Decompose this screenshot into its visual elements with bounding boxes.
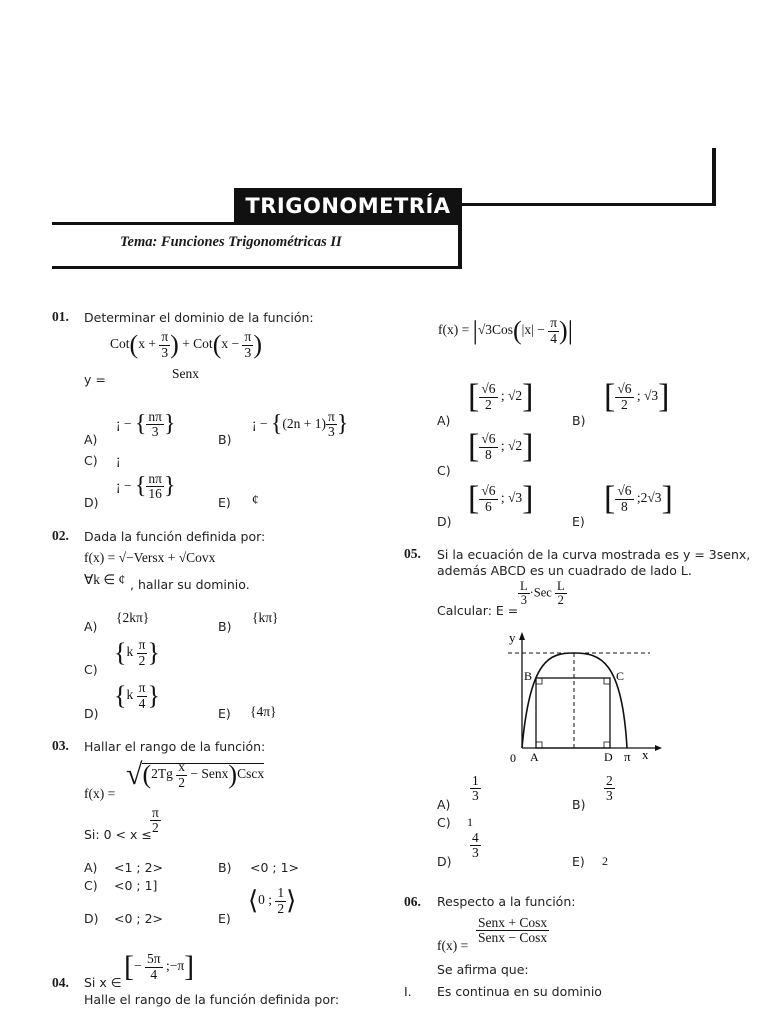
question-text: Determinar el dominio de la función: (84, 310, 314, 325)
page-subtitle: Tema: Funciones Trigonométricas II (120, 234, 342, 250)
point-c-label: C (616, 669, 625, 683)
question-number: 06. (404, 894, 421, 909)
question-text: Si x ∈ (84, 975, 122, 990)
question-number: 01. (52, 309, 69, 324)
option-a-value: <1 ; 2> (114, 860, 164, 875)
calc-label: Calcular: E = (437, 603, 519, 618)
option-label: B) (218, 619, 232, 634)
header-rule-vertical (712, 148, 716, 206)
option-label: E) (218, 706, 231, 721)
option-label: A) (437, 797, 451, 812)
right-angle-mark (604, 742, 610, 748)
option-label: A) (84, 860, 98, 875)
option-label: B) (572, 413, 586, 428)
option-b-value: $\frac{2}{3}$ (606, 773, 613, 804)
option-d-value: <0 ; 2> (114, 911, 164, 926)
option-label: C) (437, 463, 451, 478)
option-label: C) (84, 453, 98, 468)
option-label: B) (218, 432, 232, 447)
option-e-value: 2 (602, 854, 608, 868)
formula: Cot(x + $\frac{\pi}{3}$ ) + Cot(x − $\frac{\pi}{3}$ ) (110, 329, 262, 360)
option-e-value: [ $\frac{√6}{8}$ ;2√3] (604, 480, 673, 517)
denominator: Senx − Cosx (478, 930, 548, 946)
option-label: E) (218, 495, 231, 510)
option-d-value: ¡ − { $\frac{n\pi}{16}$ } (116, 471, 176, 502)
question-number: 03. (52, 738, 69, 753)
option-label: E) (218, 911, 231, 926)
condition: Si: 0 < x ≤ (84, 827, 152, 842)
right-angle-mark (536, 742, 542, 748)
option-a-value: [ $\frac{√6}{2}$ ; √2] (468, 378, 534, 415)
option-d-value: {k $\frac{\pi}{4}$ } (114, 680, 160, 711)
option-label: C) (84, 662, 98, 677)
x-axis-label: x (642, 747, 649, 762)
formula (476, 916, 549, 945)
option-c-value: 1 (467, 815, 473, 829)
page-title: TRIGONOMETRÍA (245, 194, 451, 218)
option-e-value: ¢ (252, 492, 259, 507)
y-axis-label: y (509, 630, 516, 645)
claim-text: Se afirma que: (437, 962, 529, 977)
question-text-tail: , hallar su dominio. (130, 577, 250, 592)
option-d-value: $\frac{4}{3}$ (472, 830, 479, 861)
question-text: Si la ecuación de la curva mostrada es y = 3senx, (437, 547, 751, 562)
option-label: B) (572, 797, 586, 812)
right-angle-mark (604, 678, 610, 684)
question-text: Hallar el rango de la función: (84, 739, 266, 754)
statement-text: Es continua en su dominio (437, 984, 602, 999)
point-a-label: A (530, 750, 539, 764)
question-number: 05. (404, 546, 421, 561)
question-text-2: Halle el rango de la función definida por: (84, 992, 340, 1007)
option-b-value: <0 ; 1> (250, 860, 300, 875)
option-c-value: [ $\frac{√6}{8}$ ; √2] (468, 428, 534, 465)
option-label: A) (437, 413, 451, 428)
formula-denominator: Senx (172, 366, 199, 381)
interval: [− $\frac{5\pi}{4}$ ;−π] (124, 950, 195, 983)
option-d-value: [ $\frac{√6}{6}$ ; √3] (468, 480, 534, 517)
question-number: 04. (52, 975, 69, 990)
header-rule-right (458, 203, 716, 206)
pi-label: π (624, 749, 631, 764)
formula: f(x) = |√3Cos(|x| − $\frac{\pi}{4}$ )| (438, 315, 573, 346)
y-axis-arrow (519, 632, 525, 640)
square-abcd (536, 678, 610, 748)
statement-number: I. (404, 984, 412, 999)
option-label: D) (84, 495, 99, 510)
x-axis-arrow (655, 745, 662, 751)
subtitle-rule-right (458, 222, 462, 269)
f-label: f(x) = (84, 786, 116, 801)
question-number: 02. (52, 528, 69, 543)
subtitle-rule-top (52, 222, 462, 225)
option-label: D) (84, 706, 99, 721)
option-c-value: <0 ; 1] (114, 878, 158, 893)
option-label: E) (572, 514, 585, 529)
question-text: Dada la función definida por: (84, 529, 266, 544)
condition-fraction: $\frac{\pi}{2}$ (152, 805, 159, 836)
option-label: A) (84, 619, 98, 634)
subtitle-rule-bottom (52, 266, 462, 269)
option-label: B) (218, 860, 232, 875)
option-e-value: {4π} (250, 704, 277, 719)
option-label: E) (572, 854, 585, 869)
option-a-value: {2kπ} (116, 610, 150, 625)
right-angle-mark (536, 678, 542, 684)
sine-graph (500, 628, 665, 768)
option-c-value: {k $\frac{\pi}{2}$ } (114, 637, 160, 668)
option-label: D) (437, 854, 452, 869)
option-a-value: $\frac{1}{3}$ (472, 773, 479, 804)
option-label: C) (84, 878, 98, 893)
option-b-value: ¡ − {(2n + 1) $\frac{\pi}{3}$ } (252, 409, 349, 440)
formula: √(2Tg $\frac{x}{2}$ − Senx)Cscx (126, 758, 265, 791)
option-a-value: ¡ − { $\frac{n\pi}{3}$ } (116, 409, 176, 440)
calc-expression: $\frac{L}{3}$ ·Sec $\frac{L}{2}$ (520, 579, 565, 608)
option-label: D) (84, 911, 99, 926)
point-b-label: B (524, 669, 533, 683)
option-b-value: {kπ} (252, 610, 279, 625)
origin-label: 0 (510, 751, 516, 765)
option-c-value: ¡ (116, 452, 121, 467)
option-label: A) (84, 432, 98, 447)
question-text-2: además ABCD es un cuadrado de lado L. (437, 563, 692, 578)
formula: f(x) = √−Versx + √Covx (84, 550, 216, 565)
numerator: Senx + Cosx (478, 915, 548, 930)
option-label: C) (437, 815, 451, 830)
option-b-value: [ $\frac{√6}{2}$ ; √3] (604, 378, 670, 415)
f-label: f(x) = (437, 938, 469, 953)
y-label: y = (84, 372, 106, 387)
question-text: Respecto a la función: (437, 894, 576, 909)
point-d-label: D (604, 750, 613, 764)
option-label: D) (437, 514, 452, 529)
option-e-value: ⟨0 ; $\frac{1}{2}$ ⟩ (248, 885, 297, 916)
forall: ∀k ∈ ¢ (84, 572, 126, 587)
